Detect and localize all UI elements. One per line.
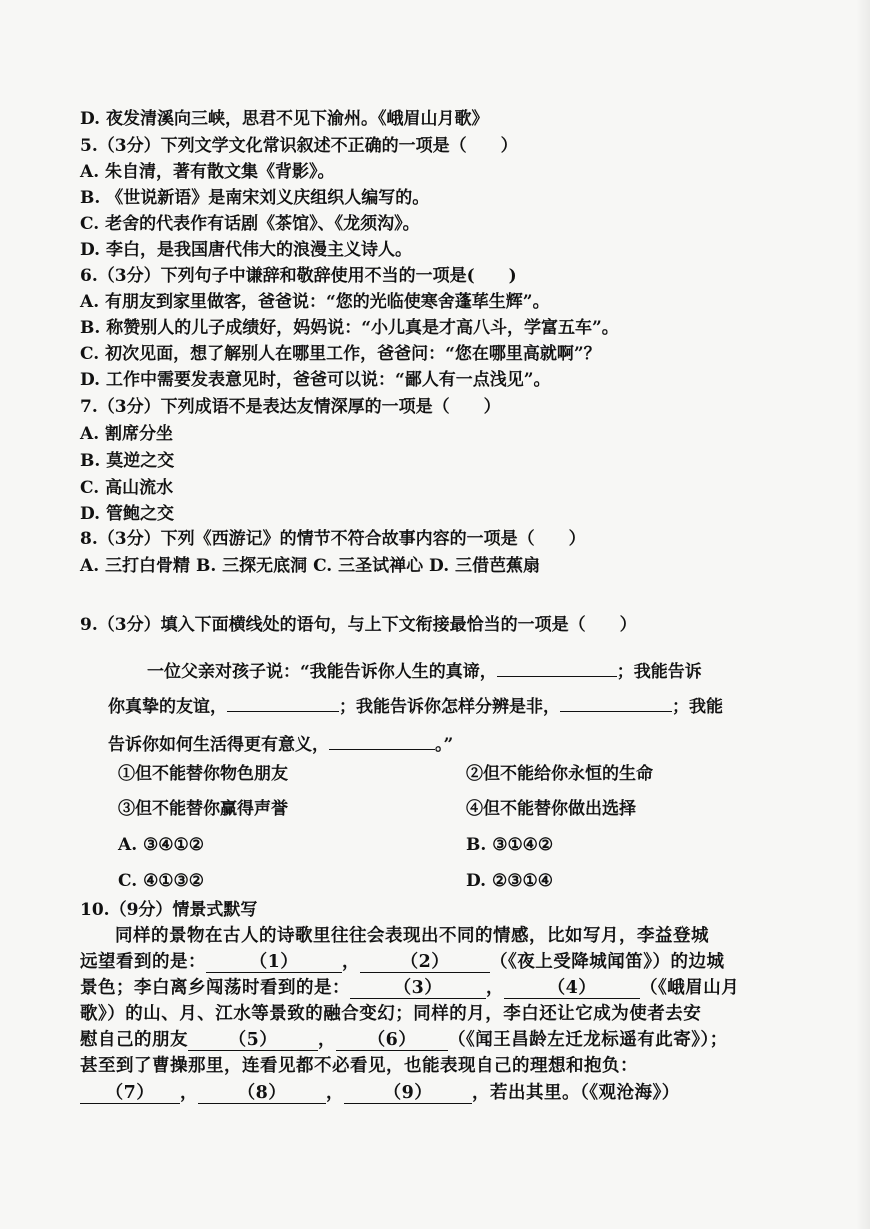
q10-blank-5[interactable]: （5） (188, 1032, 318, 1051)
q10-line4: 歌》）的山、月、江水等景致的融合变幻；同样的月，李白还让它成为使者去安 (80, 1004, 702, 1024)
q7-option-a: A. 割席分坐 (80, 424, 174, 444)
q10-blank-2[interactable]: （2） (360, 954, 490, 973)
q6-option-a: A. 有朋友到家里做客，爸爸说：“您的光临使寒舍蓬荜生辉”。 (80, 292, 550, 312)
q7-stem: 7.（3分）下列成语不是表达友情深厚的一项是（ ） (80, 397, 501, 417)
q8-stem: 8.（3分）下列《西游记》的情节不符合故事内容的一项是（ ） (80, 529, 586, 549)
q9-passage-line2: 你真挚的友谊， ；我能告诉你怎样分辨是非， ；我能 (108, 693, 723, 716)
q9-passage-line1: 一位父亲对孩子说：“我能告诉你人生的真谛， ；我能告诉 (147, 658, 702, 681)
q7-option-c: C. 高山流水 (80, 478, 174, 498)
q9-passage-line3: 告诉你如何生活得更有意义， 。” (108, 731, 453, 754)
q10-line3: 景色；李白离乡闯荡时看到的是： （3） ， （4） （《峨眉山月 (80, 978, 740, 998)
q6-option-c: C. 初次见面，想了解别人在哪里工作，爸爸问：“您在哪里高就啊”？ (80, 344, 601, 364)
q10-blank-1[interactable]: （1） (206, 954, 342, 973)
q10-line2: 远望看到的是： （1） ， （2） （《夜上受降城闻笛》）的边城 (80, 952, 725, 972)
q9-blank-1[interactable] (497, 658, 617, 677)
q10-line7: （7） ， （8） ， （9） ，若出其里。（《观沧海》） (80, 1085, 680, 1104)
q9-sentence-1: ①但不能替你物色朋友 (118, 764, 288, 784)
q10-stem: 10.（9分）情景式默写 (80, 900, 258, 920)
q9-sentence-3: ③但不能替你赢得声誉 (118, 799, 288, 819)
q9-option-c: C. ④①③② (118, 871, 205, 891)
q10-blank-4[interactable]: （4） (504, 980, 640, 999)
scan-edge-shadow (856, 0, 870, 1229)
q5-option-c: C. 老舍的代表作有话剧《茶馆》、《龙须沟》。 (80, 214, 420, 234)
q6-option-b: B. 称赞别人的儿子成绩好，妈妈说：“小儿真是才高八斗，学富五车”。 (80, 318, 619, 338)
q10-blank-8[interactable]: （8） (198, 1085, 326, 1104)
q10-blank-9[interactable]: （9） (344, 1085, 472, 1104)
q5-option-d: D. 李白，是我国唐代伟大的浪漫主义诗人。 (80, 240, 412, 260)
q9-sentence-4: ④但不能替你做出选择 (466, 799, 636, 819)
q9-option-b: B. ③①④② (466, 835, 554, 855)
q7-option-d: D. 管鲍之交 (80, 504, 174, 524)
q9-blank-2[interactable] (227, 693, 339, 712)
q10-line6: 甚至到了曹操那里，连看见都不必看见，也能表现自己的理想和抱负： (80, 1056, 638, 1076)
q9-option-d: D. ②③①④ (466, 871, 553, 891)
q10-line5: 慰自己的朋友 （5） ， （6） （《闻王昌龄左迁龙标遥有此寄》）； (80, 1030, 728, 1050)
q6-stem: 6.（3分）下列句子中谦辞和敬辞使用不当的一项是( ) (80, 266, 517, 286)
q10-blank-3[interactable]: （3） (350, 980, 486, 999)
q5-stem: 5.（3分）下列文学文化常识叙述不正确的一项是（ ） (80, 136, 518, 156)
q4-option-d: D. 夜发清溪向三峡，思君不见下渝州。《峨眉山月歌》 (80, 109, 489, 129)
q6-option-d: D. 工作中需要发表意见时，爸爸可以说：“鄙人有一点浅见”。 (80, 370, 551, 390)
q5-option-a: A. 朱自清，著有散文集《背影》。 (80, 162, 335, 182)
q9-blank-3[interactable] (560, 693, 672, 712)
q10-blank-7[interactable]: （7） (80, 1085, 180, 1104)
q8-options: A. 三打白骨精 B. 三探无底洞 C. 三圣试禅心 D. 三借芭蕉扇 (80, 556, 541, 576)
q7-option-b: B. 莫逆之交 (80, 451, 175, 471)
q10-line1: 同样的景物在古人的诗歌里往往会表现出不同的情感，比如写月，李益登城 (115, 926, 709, 946)
q9-sentence-2: ②但不能给你永恒的生命 (466, 764, 653, 784)
q9-option-a: A. ③④①② (118, 835, 204, 855)
q10-blank-6[interactable]: （6） (336, 1032, 448, 1051)
q5-option-b: B. 《世说新语》是南宋刘义庆组织人编写的。 (80, 188, 430, 208)
q9-stem: 9.（3分）填入下面横线处的语句，与上下文衔接最恰当的一项是（ ） (80, 615, 637, 635)
q9-blank-4[interactable] (329, 731, 435, 750)
